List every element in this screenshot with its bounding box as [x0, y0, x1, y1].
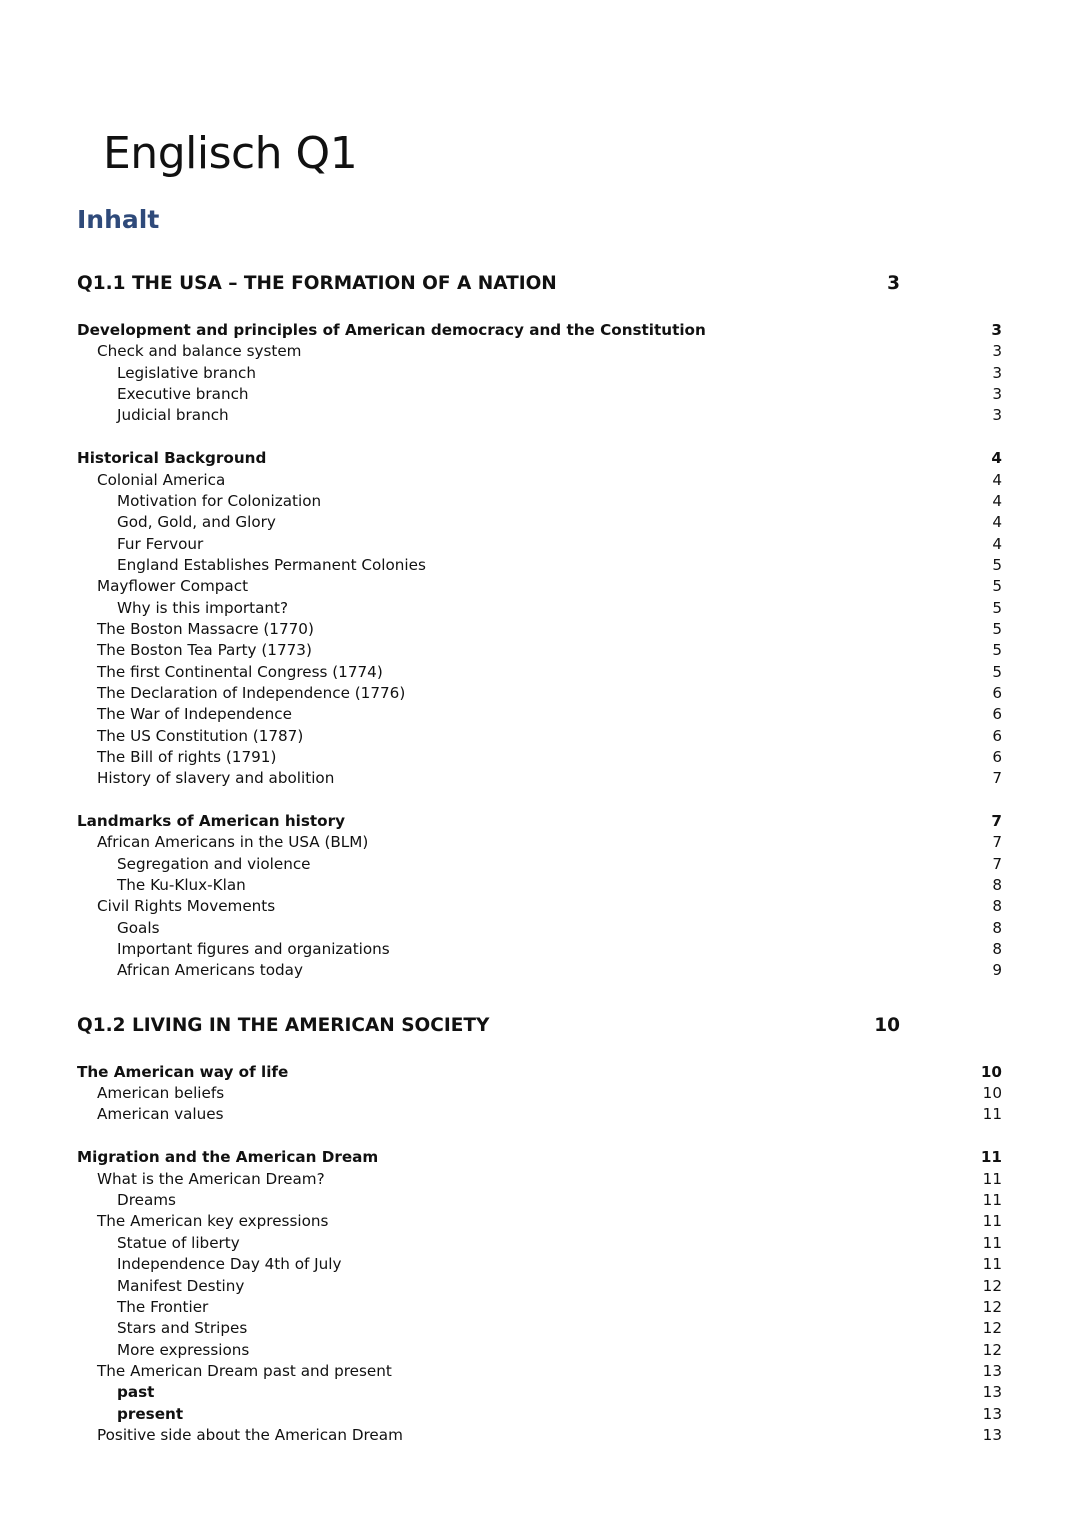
toc-entry[interactable] [0, 895, 1080, 917]
toc-entry[interactable] [0, 831, 1080, 853]
toc-entry-label: Development and principles of American democracy and the Constitution [77, 321, 706, 339]
toc-entry[interactable] [0, 1403, 1080, 1425]
toc-chapter-title: Q1.2 LIVING IN THE AMERICAN SOCIETY [77, 1015, 490, 1036]
toc-page-number: 13 [982, 1383, 1002, 1401]
toc-entry[interactable] [0, 1424, 1080, 1446]
toc-entry[interactable] [0, 1082, 1080, 1104]
toc-entry-label: The War of Independence [97, 705, 292, 723]
toc-entry[interactable] [0, 1232, 1080, 1254]
toc-section[interactable] [0, 810, 1080, 832]
toc-page-number: 11 [982, 1255, 1002, 1273]
toc-section[interactable] [0, 319, 1080, 341]
toc-page-number: 10 [980, 1063, 1002, 1081]
toc-section[interactable] [0, 447, 1080, 469]
toc-page-number: 6 [992, 748, 1002, 766]
toc-entry-label: Mayflower Compact [97, 577, 249, 595]
toc-entry-label: Judicial branch [117, 406, 229, 424]
toc-page-number: 5 [992, 577, 1002, 595]
toc-page-number: 3 [992, 364, 1002, 382]
toc-entry[interactable] [0, 661, 1080, 683]
toc-page-number: 3 [991, 321, 1002, 339]
toc-entry[interactable] [0, 1210, 1080, 1232]
toc-page-number: 7 [992, 855, 1002, 873]
toc-entry[interactable] [0, 1103, 1080, 1125]
toc-page-number: 5 [992, 641, 1002, 659]
toc-entry[interactable] [0, 767, 1080, 789]
toc-page-number: 8 [992, 940, 1002, 958]
toc-page-number: 10 [982, 1084, 1002, 1102]
toc-entry[interactable] [0, 1317, 1080, 1339]
toc-page-number: 12 [982, 1277, 1002, 1295]
toc-entry[interactable] [0, 853, 1080, 875]
toc-entry-label: Fur Fervour [117, 535, 204, 553]
toc-entry-label: Landmarks of American history [77, 812, 345, 830]
toc-entry[interactable] [0, 725, 1080, 747]
toc-page-number: 6 [992, 705, 1002, 723]
toc-page-number: 10 [874, 1015, 900, 1036]
toc-page-number: 4 [992, 513, 1002, 531]
toc-entry[interactable] [0, 874, 1080, 896]
toc-entry-label: Positive side about the American Dream [97, 1426, 403, 1444]
toc-page-number: 8 [992, 897, 1002, 915]
toc-entry-label: The American way of life [77, 1063, 289, 1081]
toc-page-number: 4 [992, 492, 1002, 510]
toc-page-number: 11 [980, 1148, 1002, 1166]
toc-page-number: 9 [992, 961, 1002, 979]
toc-entry-label: American beliefs [97, 1084, 225, 1102]
toc-entry-label: Dreams [117, 1191, 176, 1209]
toc-entry-label: Executive branch [117, 385, 249, 403]
toc-heading: Inhalt [77, 205, 160, 234]
toc-entry[interactable] [0, 746, 1080, 768]
toc-page-number: 3 [992, 385, 1002, 403]
toc-page-number: 12 [982, 1319, 1002, 1337]
toc-entry[interactable] [0, 639, 1080, 661]
toc-entry[interactable] [0, 1189, 1080, 1211]
toc-page-number: 5 [992, 556, 1002, 574]
toc-chapter[interactable] [0, 1012, 1080, 1040]
toc-page-number: 5 [992, 663, 1002, 681]
toc-entry-label: Why is this important? [117, 599, 289, 617]
toc-entry-label: Stars and Stripes [117, 1319, 248, 1337]
toc-entry-label: More expressions [117, 1341, 250, 1359]
toc-entry-label: Motivation for Colonization [117, 492, 322, 510]
toc-page-number: 6 [992, 727, 1002, 745]
toc-page-number: 8 [992, 876, 1002, 894]
toc-entry[interactable] [0, 575, 1080, 597]
toc-entry-label: Colonial America [97, 471, 226, 489]
toc-entry-label: Goals [117, 919, 160, 937]
toc-page-number: 7 [992, 833, 1002, 851]
toc-entry-label: The Ku-Klux-Klan [117, 876, 246, 894]
toc-entry[interactable] [0, 1381, 1080, 1403]
toc-page-number: 7 [992, 769, 1002, 787]
toc-page-number: 11 [982, 1191, 1002, 1209]
toc-entry-label: The Frontier [117, 1298, 209, 1316]
toc-entry-label: Civil Rights Movements [97, 897, 276, 915]
toc-entry-label: past [117, 1383, 155, 1401]
toc-page-number: 3 [887, 273, 900, 294]
toc-entry[interactable] [0, 618, 1080, 640]
toc-section[interactable] [0, 1061, 1080, 1083]
toc-entry[interactable] [0, 597, 1080, 619]
toc-entry-label: Historical Background [77, 449, 267, 467]
toc-entry[interactable] [0, 362, 1080, 384]
toc-entry[interactable] [0, 703, 1080, 725]
toc-page-number: 3 [992, 342, 1002, 360]
toc-entry[interactable] [0, 1296, 1080, 1318]
toc-page-number: 5 [992, 599, 1002, 617]
toc-page-number: 4 [992, 471, 1002, 489]
toc-entry-label: The Boston Massacre (1770) [97, 620, 314, 638]
toc-entry-label: Check and balance system [97, 342, 302, 360]
toc-entry[interactable] [0, 1339, 1080, 1361]
toc-entry[interactable] [0, 682, 1080, 704]
toc-entry[interactable] [0, 490, 1080, 512]
toc-entry[interactable] [0, 1360, 1080, 1382]
toc-entry[interactable] [0, 554, 1080, 576]
toc-entry-label: present [117, 1405, 184, 1423]
toc-entry-label: What is the American Dream? [97, 1170, 325, 1188]
toc-page-number: 13 [982, 1405, 1002, 1423]
toc-entry-label: The American key expressions [97, 1212, 329, 1230]
toc-entry-label: The Declaration of Independence (1776) [97, 684, 406, 702]
toc-entry-label: Important figures and organizations [117, 940, 390, 958]
toc-entry-label: The American Dream past and present [97, 1362, 392, 1380]
toc-page-number: 11 [982, 1234, 1002, 1252]
toc-entry-label: Legislative branch [117, 364, 256, 382]
toc-page-number: 12 [982, 1298, 1002, 1316]
toc-entry[interactable] [0, 1168, 1080, 1190]
toc-entry-label: God, Gold, and Glory [117, 513, 276, 531]
toc-page-number: 12 [982, 1341, 1002, 1359]
toc-entry[interactable] [0, 1253, 1080, 1275]
toc-chapter[interactable] [0, 270, 1080, 298]
toc-entry-label: The Bill of rights (1791) [97, 748, 277, 766]
toc-entry-label: Segregation and violence [117, 855, 311, 873]
toc-page-number: 11 [982, 1212, 1002, 1230]
toc-page-number: 13 [982, 1362, 1002, 1380]
toc-entry[interactable] [0, 340, 1080, 362]
toc-entry[interactable] [0, 511, 1080, 533]
document-title: Englisch Q1 [103, 128, 358, 179]
toc-entry[interactable] [0, 917, 1080, 939]
toc-entry-label: African Americans today [117, 961, 303, 979]
toc-page-number: 6 [992, 684, 1002, 702]
toc-page-number: 7 [991, 812, 1002, 830]
toc-entry[interactable] [0, 383, 1080, 405]
toc-entry[interactable] [0, 938, 1080, 960]
toc-entry[interactable] [0, 469, 1080, 491]
toc-entry-label: Independence Day 4th of July [117, 1255, 342, 1273]
toc-entry[interactable] [0, 1275, 1080, 1297]
toc-entry[interactable] [0, 959, 1080, 981]
toc-page-number: 13 [982, 1426, 1002, 1444]
toc-entry-label: Statue of liberty [117, 1234, 240, 1252]
toc-entry-label: History of slavery and abolition [97, 769, 335, 787]
toc-page-number: 4 [991, 449, 1002, 467]
toc-page-number: 3 [992, 406, 1002, 424]
toc-page-number: 11 [982, 1170, 1002, 1188]
toc-page-number: 11 [982, 1105, 1002, 1123]
toc-entry-label: Manifest Destiny [117, 1277, 245, 1295]
toc-entry-label: The US Constitution (1787) [97, 727, 304, 745]
toc-entry-label: African Americans in the USA (BLM) [97, 833, 369, 851]
toc-entry-label: The Boston Tea Party (1773) [97, 641, 312, 659]
toc-page-number: 5 [992, 620, 1002, 638]
toc-entry[interactable] [0, 404, 1080, 426]
toc-page-number: 4 [992, 535, 1002, 553]
toc-entry-label: Migration and the American Dream [77, 1148, 379, 1166]
toc-entry-label: England Establishes Permanent Colonies [117, 556, 426, 574]
toc-entry-label: The first Continental Congress (1774) [97, 663, 383, 681]
toc-chapter-title: Q1.1 THE USA – THE FORMATION OF A NATION [77, 273, 557, 294]
toc-page-number: 8 [992, 919, 1002, 937]
toc-entry[interactable] [0, 533, 1080, 555]
toc-section[interactable] [0, 1146, 1080, 1168]
toc-entry-label: American values [97, 1105, 224, 1123]
